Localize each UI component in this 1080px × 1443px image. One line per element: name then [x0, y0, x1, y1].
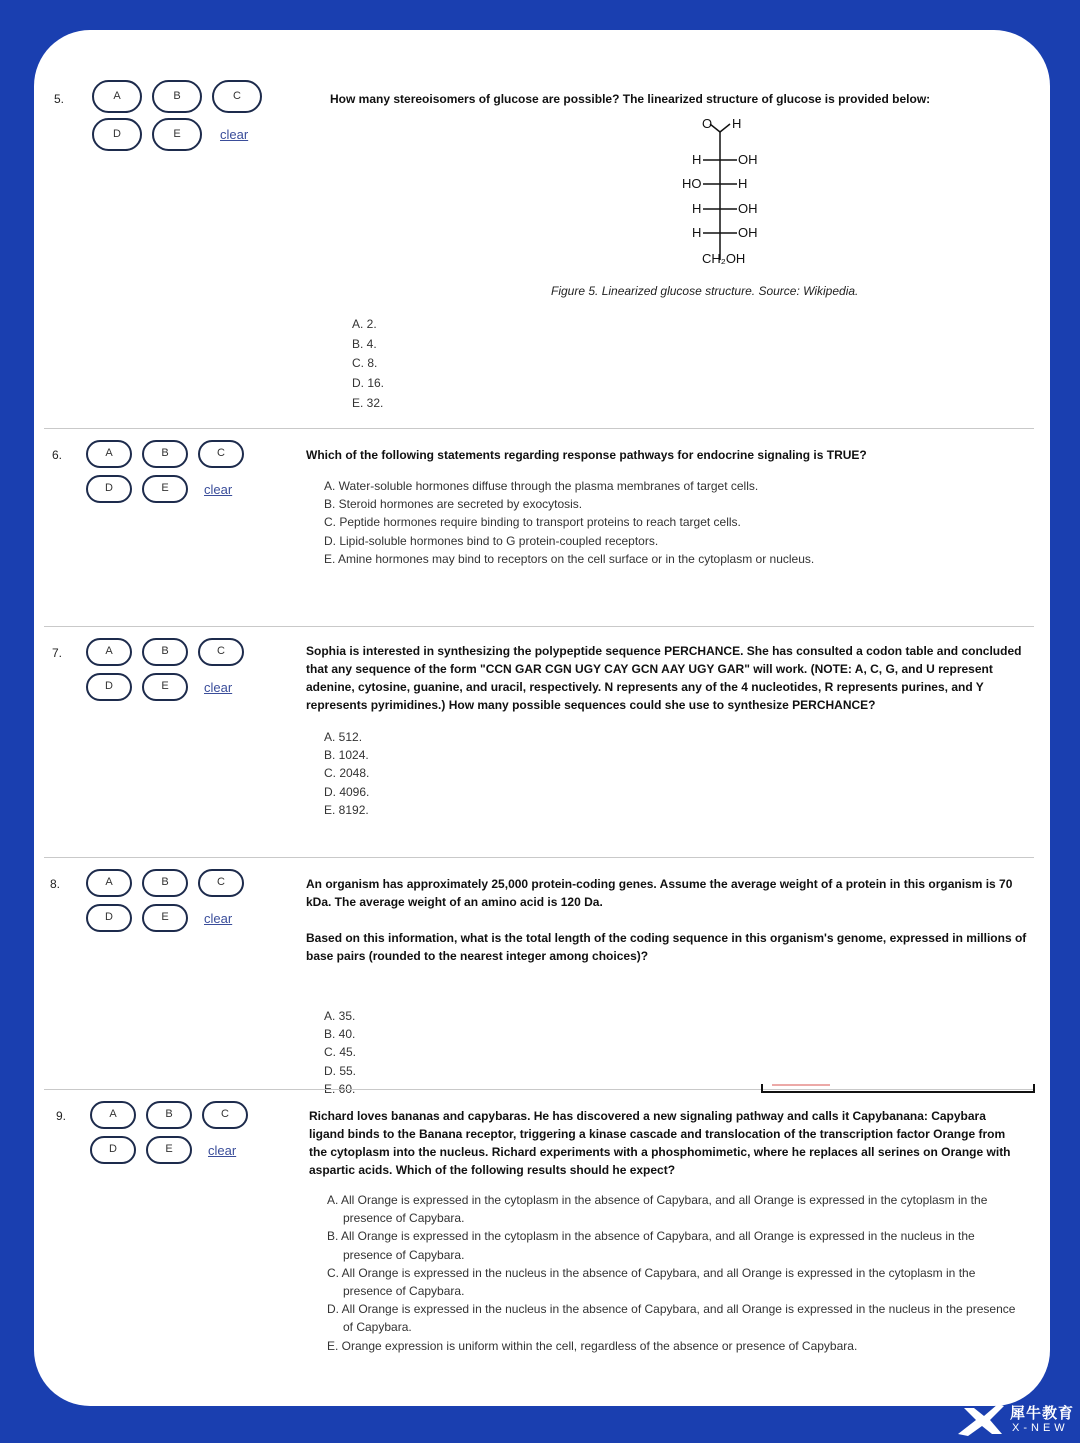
question-number: 9.	[56, 1109, 67, 1123]
structure-label: H	[692, 201, 702, 216]
bubble-c[interactable]: C	[198, 869, 244, 897]
question-number: 7.	[52, 646, 63, 660]
brand-logo	[950, 1398, 1080, 1443]
glucose-structure	[668, 110, 788, 280]
question-number: 8.	[50, 877, 61, 891]
clear-link[interactable]: clear	[204, 680, 233, 695]
divider	[44, 857, 1034, 858]
question-stem: Sophia is interested in synthesizing the polypeptide sequence PERCHANCE. She has consulted a codon table and concluded that any sequence of the form "CCN GAR CGN UGY CAY GCN AAY UGY GAR" will work. (NOTE: A, C, G, and U represent adenine, cytosine, guanine, and uracil, respectively. N represents any of the 4 nucleotides, R represents purines, and Y represents pyrimidines.) How many possible sequences could she use to synthesize PERCHANCE?	[306, 644, 1022, 712]
option-d: D. 4096.	[324, 784, 370, 799]
option-d: D. 16.	[352, 376, 385, 391]
option-d: D. 55.	[324, 1063, 357, 1078]
structure-label: OH	[738, 152, 758, 167]
structure-label: H	[738, 176, 748, 191]
question-9	[42, 1091, 1034, 1391]
clear-link[interactable]: clear	[204, 911, 233, 926]
structure-label: OH	[738, 225, 758, 240]
option-b: B. Steroid hormones are secreted by exocytosis.	[324, 497, 583, 512]
structure-label: H	[732, 116, 742, 131]
option-c: C. 8.	[352, 356, 378, 371]
option-a: A. 35.	[324, 1009, 356, 1023]
brand-name-en: X-NEW	[1012, 1422, 1069, 1434]
option-e: E. 60.	[324, 1081, 356, 1096]
bubble-e[interactable]: E	[152, 118, 202, 151]
structure-label: O	[702, 116, 713, 131]
question-number: 6.	[52, 448, 63, 462]
structure-label: CH₂OH	[702, 251, 746, 266]
divider	[44, 626, 1034, 627]
answer-options	[352, 315, 384, 412]
question-stem: Which of the following statements regarding response pathways for endocrine signaling is TRUE?	[306, 448, 867, 462]
bubble-e[interactable]: E	[142, 673, 188, 701]
bubble-b[interactable]: B	[142, 440, 188, 468]
divider	[44, 428, 1034, 429]
option-c: C. Peptide hormones require binding to transport proteins to reach target cells.	[324, 515, 741, 530]
question-8	[42, 859, 1034, 1096]
bubble-a[interactable]: A	[92, 80, 142, 113]
bubble-d[interactable]: D	[90, 1136, 136, 1164]
option-e: E. 8192.	[324, 802, 369, 817]
option-e: E. Amine hormones may bind to receptors on the cell surface or in the cytoplasm or nucleus.	[324, 551, 815, 566]
option-a: A. 512.	[324, 730, 363, 744]
answer-options	[327, 1191, 1027, 1355]
bubble-b[interactable]: B	[142, 869, 188, 897]
question-7	[42, 628, 1034, 856]
option-b: B. All Orange is expressed in the cytoplasm in the absence of Capybara, and all Orange is expressed in the nucleus in the presence of Capybara.	[327, 1229, 975, 1262]
option-c: C. All Orange is expressed in the nucleus in the absence of Capybara, and all Orange is expressed in the cytoplasm in the presence of Capybara.	[327, 1265, 976, 1299]
bubble-d[interactable]: D	[92, 118, 142, 151]
bubble-d[interactable]: D	[86, 673, 132, 701]
structure-label: OH	[738, 201, 758, 216]
bubble-a[interactable]: A	[86, 638, 132, 666]
option-b: B. 4.	[352, 336, 377, 351]
clear-link[interactable]: clear	[220, 127, 249, 142]
answer-options	[324, 728, 369, 819]
option-a: A. All Orange is expressed in the cytoplasm in the absence of Capybara, and all Orange is expressed in the cytoplasm in the presence of Capybara.	[327, 1193, 988, 1226]
bubble-d[interactable]: D	[86, 904, 132, 932]
option-a: A. 2.	[352, 317, 377, 331]
bubble-c[interactable]: C	[198, 638, 244, 666]
option-a: A. Water-soluble hormones diffuse through the plasma membranes of target cells.	[324, 479, 759, 493]
option-c: C. 45.	[324, 1045, 357, 1060]
question-6	[42, 430, 1034, 626]
clear-link[interactable]: clear	[208, 1143, 237, 1158]
question-stem: An organism has approximately 25,000 protein-coding genes. Assume the average weight of a protein in this organism is 70 kDa. The average weight of an amino acid is 120 Da.	[306, 877, 1013, 909]
answer-options	[324, 1007, 356, 1098]
worksheet-page	[34, 30, 1050, 1406]
structure-label: H	[692, 152, 702, 167]
option-e: E. 32.	[352, 395, 384, 410]
question-stem: Richard loves bananas and capybaras. He has discovered a new signaling pathway and calls it Capybanana: Capybara ligand binds to the Banana receptor, triggering a kinase cascade and translocation of the transcription factor Orange from the cytoplasm into the nucleus. Richard experiments with a phosphomimetic, where he replaces all serines on Orange with aspartic acids. Which of the following results should he expect?	[309, 1109, 1011, 1177]
option-d: D. All Orange is expressed in the nucleus in the absence of Capybara, and all Orange is expressed in the nucleus in the presence of Capybara.	[327, 1302, 1016, 1335]
bubble-e[interactable]: E	[146, 1136, 192, 1164]
question-5	[42, 30, 1034, 422]
option-d: D. Lipid-soluble hormones bind to G protein-coupled receptors.	[324, 533, 659, 548]
question-number: 5.	[54, 92, 65, 106]
structure-label: HO	[682, 176, 702, 191]
bubble-b[interactable]: B	[146, 1101, 192, 1129]
bubble-c[interactable]: C	[212, 80, 262, 113]
bubble-b[interactable]: B	[152, 80, 202, 113]
bubble-a[interactable]: A	[86, 869, 132, 897]
option-c: C. 2048.	[324, 766, 370, 781]
bubble-a[interactable]: A	[90, 1101, 136, 1129]
option-b: B. 40.	[324, 1027, 356, 1042]
rhino-logo-icon	[954, 1400, 1008, 1440]
bubble-e[interactable]: E	[142, 475, 188, 503]
question-stem-part-2: Based on this information, what is the total length of the coding sequence in this organism's genome, expressed in millions of base pairs (rounded to the nearest integer among choices)?	[306, 931, 1027, 963]
bubble-b[interactable]: B	[142, 638, 188, 666]
figure-caption: Figure 5. Linearized glucose structure. Source: Wikipedia.	[551, 284, 859, 298]
bubble-d[interactable]: D	[86, 475, 132, 503]
bubble-c[interactable]: C	[198, 440, 244, 468]
bubble-e[interactable]: E	[142, 904, 188, 932]
clear-link[interactable]: clear	[204, 482, 233, 497]
brand-name-cn: 犀牛教育	[1010, 1405, 1075, 1422]
option-e: E. Orange expression is uniform within the cell, regardless of the absence or presence of Capybara.	[327, 1338, 858, 1353]
option-b: B. 1024.	[324, 748, 369, 763]
answer-options	[324, 477, 814, 568]
question-stem: How many stereoisomers of glucose are possible? The linearized structure of glucose is provided below:	[330, 92, 931, 106]
bubble-c[interactable]: C	[202, 1101, 248, 1129]
bubble-a[interactable]: A	[86, 440, 132, 468]
structure-label: H	[692, 225, 702, 240]
